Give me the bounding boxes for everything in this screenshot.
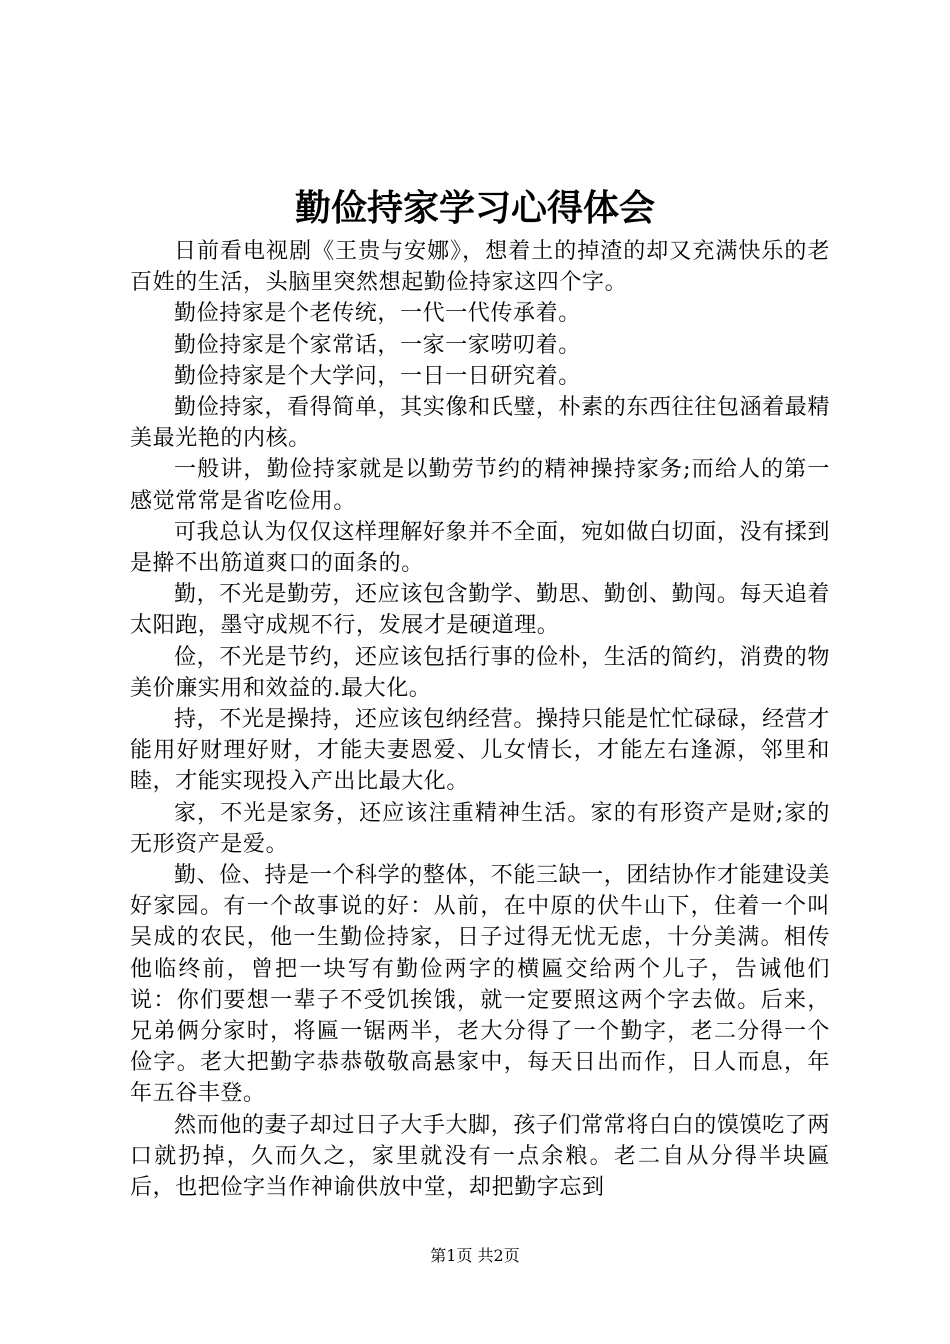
paragraph: 勤，不光是勤劳，还应该包含勤学、勤思、勤创、勤闯。每天追着太阳跑，墨守成规不行，发展才是硬道理。 [130, 582, 830, 639]
paragraph: 日前看电视剧《王贵与安娜》，想着土的掉渣的却又充满快乐的老百姓的生活，头脑里突然想起勤俭持家这四个字。 [130, 239, 830, 296]
page-footer: 第1页 共2页 [430, 1246, 520, 1265]
paragraph: 勤俭持家是个大学问，一日一日研究着。 [174, 363, 581, 389]
paragraph: 勤俭持家是个家常话，一家一家唠叨着。 [174, 332, 581, 358]
paragraph: 可我总认为仅仅这样理解好象并不全面，宛如做白切面，没有揉到是擀不出筋道爽口的面条的。 [130, 519, 830, 577]
document-body [130, 236, 830, 1203]
paragraph: 勤俭持家，看得简单，其实像和氏璧，朴素的东西往往包涵着最精美最光艳的内核。 [130, 395, 830, 452]
page-title: 勤俭持家学习心得体会 [294, 187, 655, 229]
paragraph: 然而他的妻子却过日子大手大脚，孩子们常常将白白的馍馍吃了两口就扔掉，久而久之，家里就没有一点余粮。老二自从分得半块匾后，也把俭字当作神谕供放中堂，却把勤字忘到 [130, 1112, 830, 1201]
paragraph: 家，不光是家务，还应该注重精神生活。家的有形资产是财;家的无形资产是爱。 [130, 800, 830, 857]
paragraph: 一般讲，勤俭持家就是以勤劳节约的精神操持家务;而给人的第一感觉常常是省吃俭用。 [130, 457, 830, 514]
paragraph: 持，不光是操持，还应该包纳经营。操持只能是忙忙碌碌，经营才能用好财理好财，才能夫妻恩爱、儿女情长，才能左右逢源，邻里和睦，才能实现投入产出比最大化。 [130, 707, 830, 795]
paragraph: 勤俭持家是个老传统，一代一代传承着。 [174, 301, 581, 327]
paragraph: 勤、俭、持是一个科学的整体，不能三缺一，团结协作才能建设美好家园。有一个故事说的好：从前，在中原的伏牛山下，住着一个叫吴成的农民，他一生勤俭持家，日子过得无忧无虑，十分美满。相传他临终前，曾把一块写有勤俭两字的横匾交给两个儿子，告诫他们说：你们要想一辈子不受饥挨饿，就一定要照这两个字去做。后来，兄弟俩分家时，将匾一锯两半，老大分得了一个勤字，老二分得一个俭字。老大把勤字恭恭敬敬高悬家中，每天日出而作，日人而息，年年五谷丰登。 [130, 863, 830, 1107]
paragraph: 俭，不光是节约，还应该包括行事的俭朴，生活的简约，消费的物美价廉实用和效益的.最大化。 [130, 644, 830, 701]
